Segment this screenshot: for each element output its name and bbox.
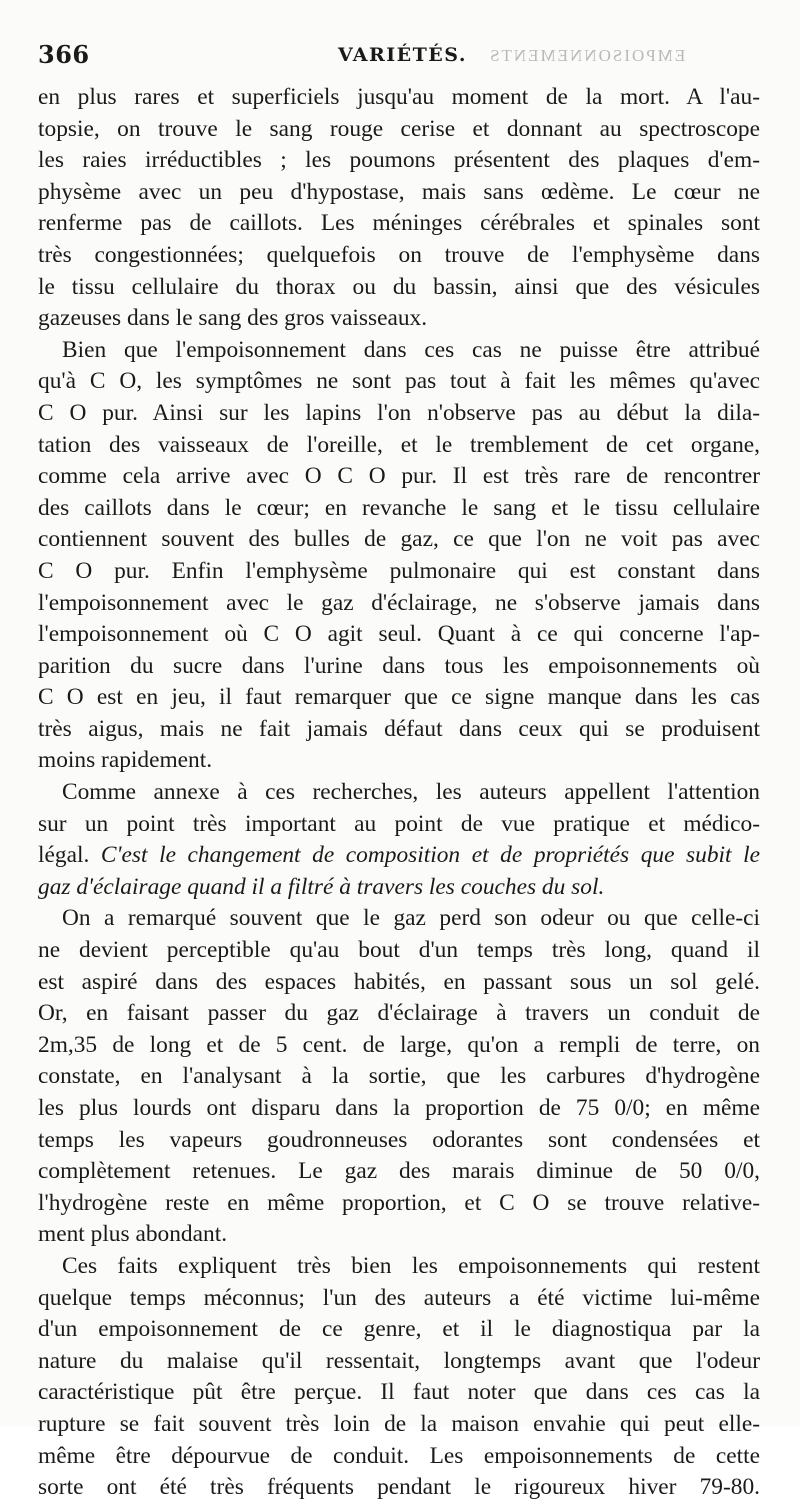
body-text bbox=[38, 82, 760, 1504]
text-line: Ces faits expliquent très bien les empoisonnements qui restent bbox=[62, 1252, 760, 1279]
text-line: tation des vaisseaux de l'oreille, et le tremblement de cet organe, bbox=[38, 431, 760, 458]
text-line: contiennent souvent des bulles de gaz, ce que l'on ne voit pas avec bbox=[38, 526, 760, 553]
text-line: le tissu cellulaire du thorax ou du bassin, ainsi que des vésicules bbox=[38, 273, 760, 300]
running-head: VARIÉTÉS. bbox=[338, 44, 467, 66]
text-line: constate, en l'analysant à la sortie, que les carbures d'hydrogène bbox=[38, 1063, 760, 1090]
text-line: ment plus abondant. bbox=[38, 1221, 228, 1248]
text-line: très congestionnées; quelquefois on trouve de l'emphysème dans bbox=[38, 241, 760, 268]
text-line: les raies irréductibles ; les poumons présentent des plaques d'em- bbox=[38, 147, 760, 174]
text-line: l'empoisonnement où C O agit seul. Quant à ce qui concerne l'ap- bbox=[38, 621, 760, 648]
text-line: renferme pas de caillots. Les méninges cérébrales et spinales sont bbox=[38, 210, 760, 237]
text-line: d'un empoisonnement de ce genre, et il le diagnostiqua par la bbox=[38, 1316, 760, 1343]
text-line: moins rapidement. bbox=[38, 747, 213, 774]
text-line: topsie, on trouve le sang rouge cerise et donnant au spectroscope bbox=[38, 115, 760, 142]
text-line: l'hydrogène reste en même proportion, et C O se trouve relative- bbox=[38, 1189, 760, 1216]
text-line: 2m,35 de long et de 5 cent. de large, qu'on a rempli de terre, on bbox=[38, 1031, 760, 1058]
text-line: quelque temps méconnus; l'un des auteurs a été victime lui-même bbox=[38, 1284, 760, 1311]
text-line: temps les vapeurs goudronneuses odorantes sont condensées et bbox=[38, 1126, 760, 1153]
text-line: Comme annexe à ces recherches, les auteurs appellent l'attention bbox=[62, 779, 760, 806]
text-line: physème avec un peu d'hypostase, mais sans œdème. Le cœur ne bbox=[38, 178, 760, 205]
text-line: en plus rares et superficiels jusqu'au moment de la mort. A l'au- bbox=[38, 84, 760, 110]
page-number: 366 bbox=[38, 40, 90, 69]
bleed-through-text: EMPOISONNEMENTS bbox=[488, 46, 686, 65]
text-line: l'empoisonnement avec le gaz d'éclairage, ne s'observe jamais dans bbox=[38, 589, 760, 616]
text-line: les plus lourds ont disparu dans la proportion de 75 0/0; en même bbox=[38, 1095, 760, 1121]
text-line: C O pur. Ainsi sur les lapins l'on n'observe pas au début la dila- bbox=[38, 399, 760, 426]
text-line: gazeuses dans le sang des gros vaisseaux. bbox=[38, 305, 428, 332]
text-line: parition du sucre dans l'urine dans tous les empoisonnements où bbox=[38, 652, 760, 679]
text-line: des caillots dans le cœur; en revanche le sang et le tissu cellulaire bbox=[38, 494, 760, 521]
paragraph-4 bbox=[38, 903, 760, 1251]
text-line: ne devient perceptible qu'au bout d'un temps très long, quand il bbox=[38, 937, 760, 964]
text-line-mixed bbox=[38, 840, 760, 872]
text-line: très aigus, mais ne fait jamais défaut dans ceux qui se produisent bbox=[38, 715, 760, 742]
text-line: nature du malaise qu'il ressentait, longtemps avant que l'odeur bbox=[38, 1347, 760, 1374]
italic-emphasis-line: gaz d'éclairage quand il a filtré à travers les couches du sol. bbox=[38, 873, 605, 900]
text-line: caractéristique pût être perçue. Il faut noter que dans ces cas la bbox=[38, 1379, 760, 1406]
text-fragment: légal. bbox=[38, 842, 90, 869]
text-line: complètement retenues. Le gaz des marais diminue de 50 0/0, bbox=[38, 1158, 760, 1185]
text-line: est aspiré dans des espaces habités, en passant sous un sol gelé. bbox=[38, 968, 760, 995]
text-line: Or, en faisant passer du gaz d'éclairage à travers un conduit de bbox=[38, 1000, 760, 1027]
text-line: comme cela arrive avec O C O pur. Il est très rare de rencontrer bbox=[38, 463, 760, 490]
paragraph-1 bbox=[38, 82, 760, 335]
page-header bbox=[38, 40, 760, 76]
text-line: C O est en jeu, il faut remarquer que ce signe manque dans les cas bbox=[38, 684, 760, 711]
paragraph-3 bbox=[38, 777, 760, 903]
text-line: sur un point très important au point de vue pratique et médico- bbox=[38, 810, 760, 837]
text-line: qu'à C O, les symptômes ne sont pas tout à fait les mêmes qu'avec bbox=[38, 368, 760, 395]
paragraph-5 bbox=[38, 1251, 760, 1504]
text-line: rupture se fait souvent très loin de la maison envahie qui peut elle- bbox=[38, 1410, 760, 1437]
paragraph-2 bbox=[38, 335, 760, 777]
text-line: sorte ont été très fréquents pendant le rigoureux hiver 79-80. bbox=[38, 1474, 760, 1501]
italic-emphasis: C'est le changement de composition et de propriétés que subit le bbox=[100, 842, 760, 869]
text-line: Bien que l'empoisonnement dans ces cas ne puisse être attribué bbox=[62, 336, 760, 363]
text-line: C O pur. Enfin l'emphysème pulmonaire qui est constant dans bbox=[38, 557, 760, 584]
text-line: même être dépourvue de conduit. Les empoisonnements de cette bbox=[38, 1442, 760, 1469]
text-line: On a remarqué souvent que le gaz perd son odeur ou que celle-ci bbox=[62, 905, 760, 932]
